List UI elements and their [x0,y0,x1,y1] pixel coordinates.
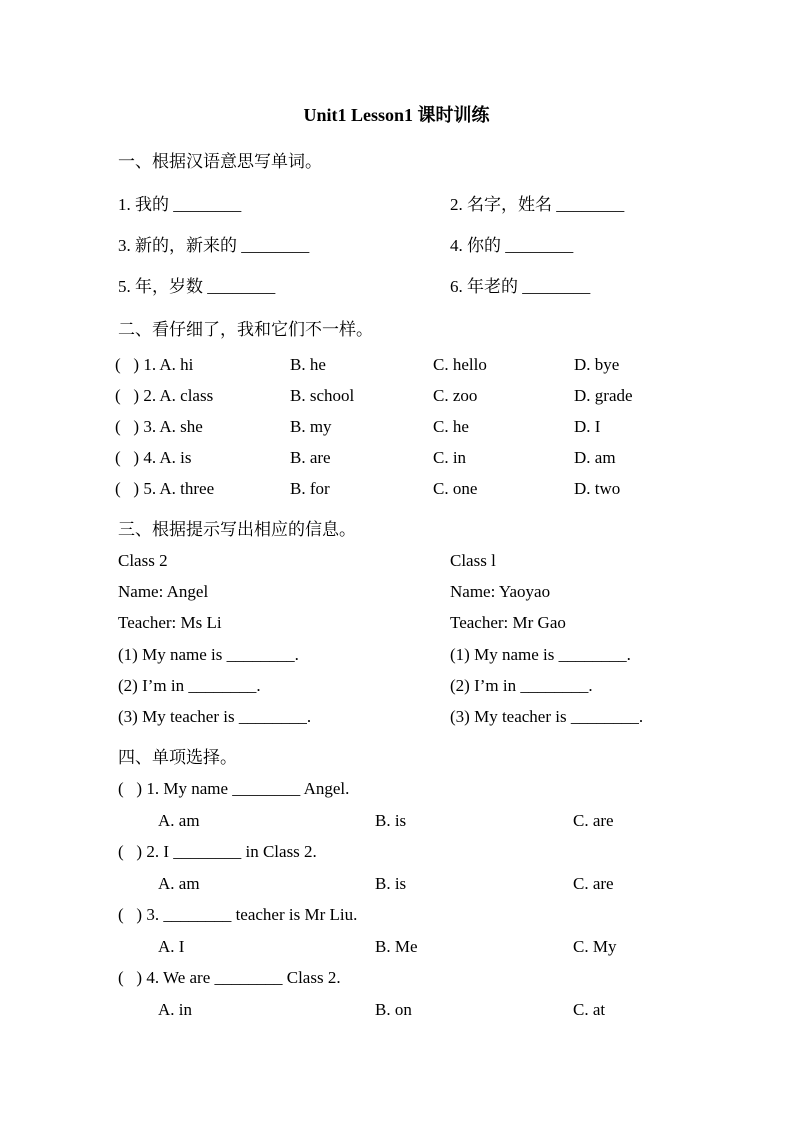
section-three-heading: 三、根据提示写出相应的信息。 [118,520,356,539]
choice-question: ( ) 4. A. is [115,448,192,467]
section-one-items [118,190,624,313]
card-class: Class 2 [118,551,168,570]
card-blank-line: (3) My teacher is ________. [118,706,312,726]
section-one-heading: 一、根据汉语意思写单词。 [118,152,322,171]
choice-option: B. for [290,479,330,498]
mc-question-stem: ( ) 1. My name ________ Angel. [118,779,350,798]
mc-option: A. in [158,999,192,1019]
card-teacher: Teacher: Mr Gao [450,613,566,633]
word-item: 4. 你的 ________ [450,236,574,255]
mc-option: C. are [573,873,614,893]
word-item: 5. 年，岁数 ________ [118,277,276,296]
card-blank-line: (2) I’m in ________. [118,675,261,695]
card-class: Class l [450,551,496,570]
choice-option: B. are [290,448,331,467]
mc-question-stem: ( ) 3. ________ teacher is Mr Liu. [118,905,358,924]
section-four-heading: 四、单项选择。 [118,748,237,767]
choice-option: D. bye [574,355,620,374]
word-item: 6. 年老的 ________ [450,277,591,296]
mc-option: A. am [158,873,200,893]
info-card-left [118,551,450,738]
mc-options-row [118,811,778,843]
choice-option: D. grade [574,386,633,405]
card-blank-line: (2) I’m in ________. [450,675,593,695]
choice-option: D. am [574,448,616,467]
choice-option: D. I [574,417,601,436]
choice-question: ( ) 2. A. class [115,386,214,405]
section-three-cards [118,551,643,738]
mc-option: A. I [158,936,185,956]
mc-option: B. is [375,873,407,893]
choice-question: ( ) 3. A. she [115,417,203,436]
card-teacher: Teacher: Ms Li [118,613,222,633]
mc-option: C. are [573,810,614,830]
card-blank-line: (3) My teacher is ________. [450,706,644,726]
mc-option: B. on [375,999,412,1019]
card-blank-line: (1) My name is ________. [118,644,299,664]
card-name: Name: Angel [118,582,209,602]
mc-option: C. at [573,999,606,1019]
choice-option: B. school [290,386,355,405]
section-four-questions [118,779,778,1031]
choice-option: C. hello [433,355,487,374]
word-item: 1. 我的 ________ [118,195,242,214]
choice-question: ( ) 5. A. three [115,479,215,498]
word-item: 2. 名字，姓名 ________ [450,195,625,214]
mc-options-row [118,937,778,969]
choice-option: B. he [290,355,326,374]
mc-options-row [118,874,778,906]
mc-option: A. am [158,810,200,830]
mc-question-stem: ( ) 2. I ________ in Class 2. [118,842,317,861]
choice-option: B. my [290,417,332,436]
section-two-rows [115,355,633,510]
section-two-heading: 二、看仔细了，我和它们不一样。 [118,320,373,339]
card-name: Name: Yaoyao [450,582,551,602]
mc-question-stem: ( ) 4. We are ________ Class 2. [118,968,341,987]
choice-option: C. one [433,479,478,498]
card-blank-line: (1) My name is ________. [450,644,631,664]
page-title: Unit1 Lesson1 课时训练 [303,105,490,125]
mc-options-row [118,1000,778,1032]
word-item: 3. 新的，新来的 ________ [118,236,310,255]
mc-option: B. is [375,810,407,830]
choice-option: D. two [574,479,621,498]
choice-option: C. he [433,417,469,436]
info-card-right [450,551,643,738]
choice-question: ( ) 1. A. hi [115,355,194,374]
choice-option: C. in [433,448,467,467]
mc-option: B. Me [375,936,418,956]
choice-option: C. zoo [433,386,478,405]
mc-option: C. My [573,936,617,956]
